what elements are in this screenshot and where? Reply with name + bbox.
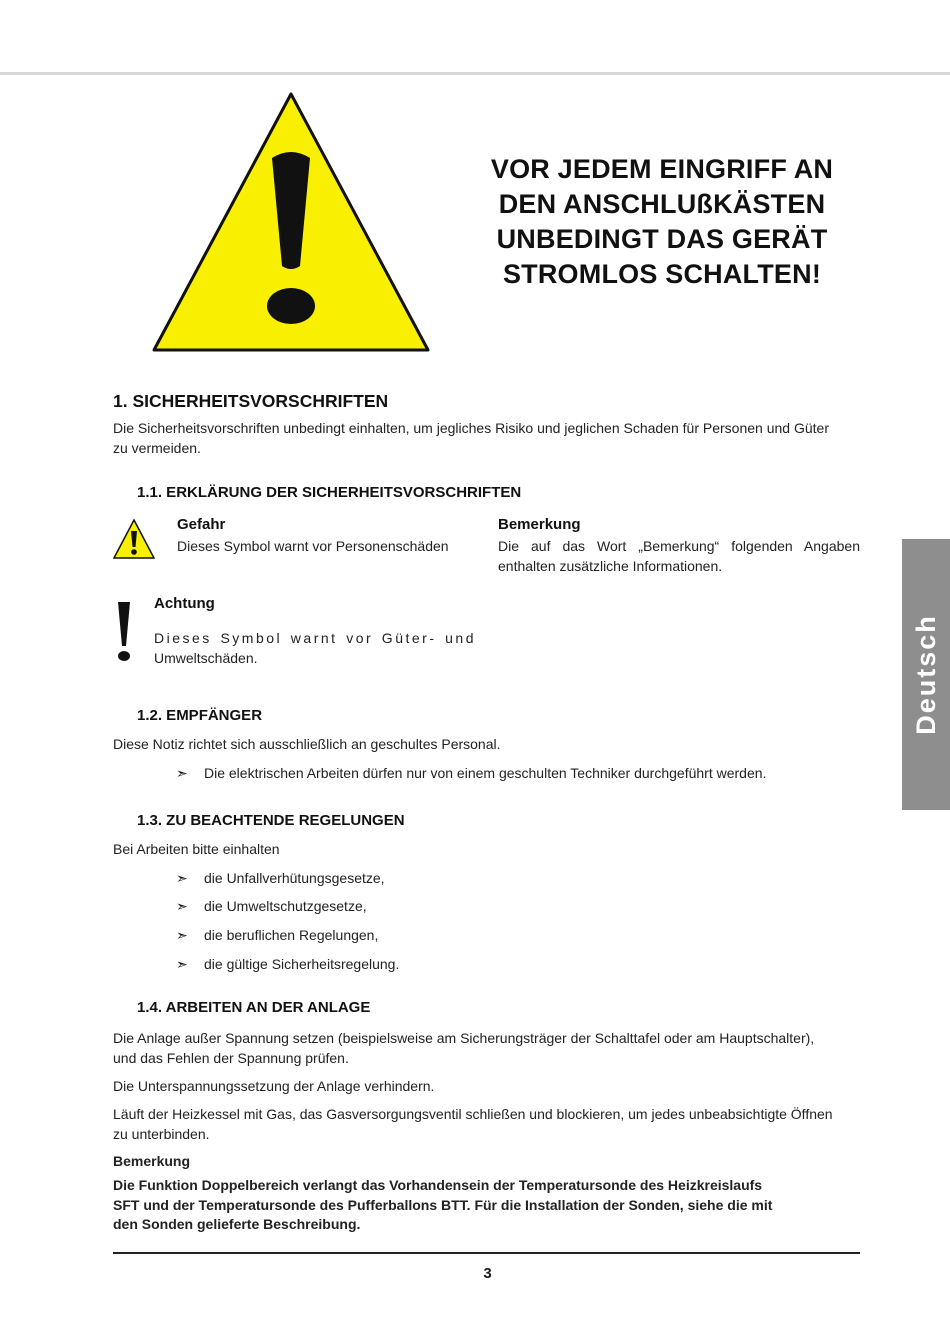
language-tab-label: Deutsch: [910, 614, 941, 735]
section-1-3-text: Bei Arbeiten bitte einhalten: [113, 841, 280, 857]
headline-line: STROMLOS SCHALTEN!: [502, 259, 822, 289]
section-1-4-paragraph: [113, 1028, 863, 1068]
text-line: Die Funktion Doppelbereich verlangt das Vorhandensein der Temperatursonde des Heizkreislaufs: [113, 1177, 763, 1193]
headline-line: DEN ANSCHLUßKÄSTEN: [498, 189, 826, 219]
section-1-1-title: 1.1. ERKLÄRUNG DER SICHERHEITSVORSCHRIFTEN: [137, 484, 522, 501]
headline-line: VOR JEDEM EINGRIFF AN: [490, 154, 834, 184]
note-text: [113, 1176, 863, 1235]
section-1-4-paragraph: Die Unterspannungssetzung der Anlage verhindern.: [113, 1078, 435, 1094]
text-line: den Sonden gelieferte Beschreibung.: [113, 1216, 361, 1232]
list-item-text: die beruflichen Regelungen,: [204, 927, 379, 943]
list-item-text: Die elektrischen Arbeiten dürfen nur von einem geschulten Techniker durchgeführt werden.: [204, 765, 767, 781]
warning-headline: [472, 152, 852, 292]
text-line: Umweltschäden.: [154, 650, 258, 666]
section-1-text: [113, 418, 863, 458]
achtung-text: [154, 628, 476, 668]
bemerkung-label: Bemerkung: [498, 516, 581, 533]
list-item-text: die Umweltschutzgesetze,: [204, 898, 367, 914]
text-line: enthalten zusätzliche Informationen.: [498, 558, 723, 574]
section-1-2-title: 1.2. EMPFÄNGER: [137, 707, 263, 724]
list-item-text: die gültige Sicherheitsregelung.: [204, 956, 400, 972]
arrow-bullet-icon: ➣: [176, 765, 188, 781]
arrow-bullet-icon: ➣: [176, 870, 188, 886]
text-line: Die Sicherheitsvorschriften unbedingt einhalten, um jegliches Risiko und jeglichen Schaden für Personen und Güter: [113, 420, 829, 436]
list-item: [176, 925, 378, 945]
language-tab: [902, 539, 950, 810]
section-1-2-text: Diese Notiz richtet sich ausschließlich an geschultes Personal.: [113, 736, 501, 752]
text-line: Läuft der Heizkessel mit Gas, das Gasversorgungsventil schließen und blockieren, um jedes unbeabsichtigte Öffnen: [113, 1106, 833, 1122]
note-label: Bemerkung: [113, 1153, 191, 1169]
section-1-3-title: 1.3. ZU BEACHTENDE REGELUNGEN: [137, 812, 405, 829]
gefahr-label: Gefahr: [177, 516, 226, 533]
section-1-4-title: 1.4. ARBEITEN AN DER ANLAGE: [137, 999, 371, 1016]
arrow-bullet-icon: ➣: [176, 956, 188, 972]
text-line: zu unterbinden.: [113, 1126, 210, 1142]
text-line: zu vermeiden.: [113, 440, 201, 456]
arrow-bullet-icon: ➣: [176, 898, 188, 914]
small-warning-triangle-icon: [112, 518, 156, 560]
list-item: [176, 954, 399, 974]
text-line: Dieses Symbol warnt vor Güter- und: [154, 630, 476, 646]
section-1-4-paragraph: [113, 1104, 863, 1144]
text-line: SFT und der Temperatursonde des Pufferballons BTT. Für die Installation der Sonden, siehe die mit: [113, 1196, 773, 1213]
bemerkung-text: [498, 536, 860, 576]
section-1-title: 1. SICHERHEITSVORSCHRIFTEN: [113, 391, 389, 411]
text-line: und das Fehlen der Spannung prüfen.: [113, 1050, 349, 1066]
list-item-text: die Unfallverhütungsgesetze,: [204, 870, 385, 886]
list-item: [176, 896, 367, 916]
headline-line: UNBEDINGT DAS GERÄT: [496, 224, 828, 254]
list-item: [176, 763, 766, 783]
arrow-bullet-icon: ➣: [176, 927, 188, 943]
list-item: [176, 868, 385, 888]
warning-triangle-icon: [150, 88, 432, 356]
text-line: Die auf das Wort „Bemerkung“ folgenden Angaben: [498, 538, 860, 554]
gefahr-text: Dieses Symbol warnt vor Personenschäden: [177, 538, 449, 554]
achtung-label: Achtung: [154, 595, 215, 612]
text-line: Die Anlage außer Spannung setzen (beispielsweise am Sicherungsträger der Schalttafel oder am Hauptschalter),: [113, 1030, 815, 1046]
bottom-rule: [113, 1252, 860, 1254]
top-rule: [0, 72, 950, 75]
page-number: 3: [483, 1265, 492, 1282]
exclamation-icon: [113, 600, 135, 664]
